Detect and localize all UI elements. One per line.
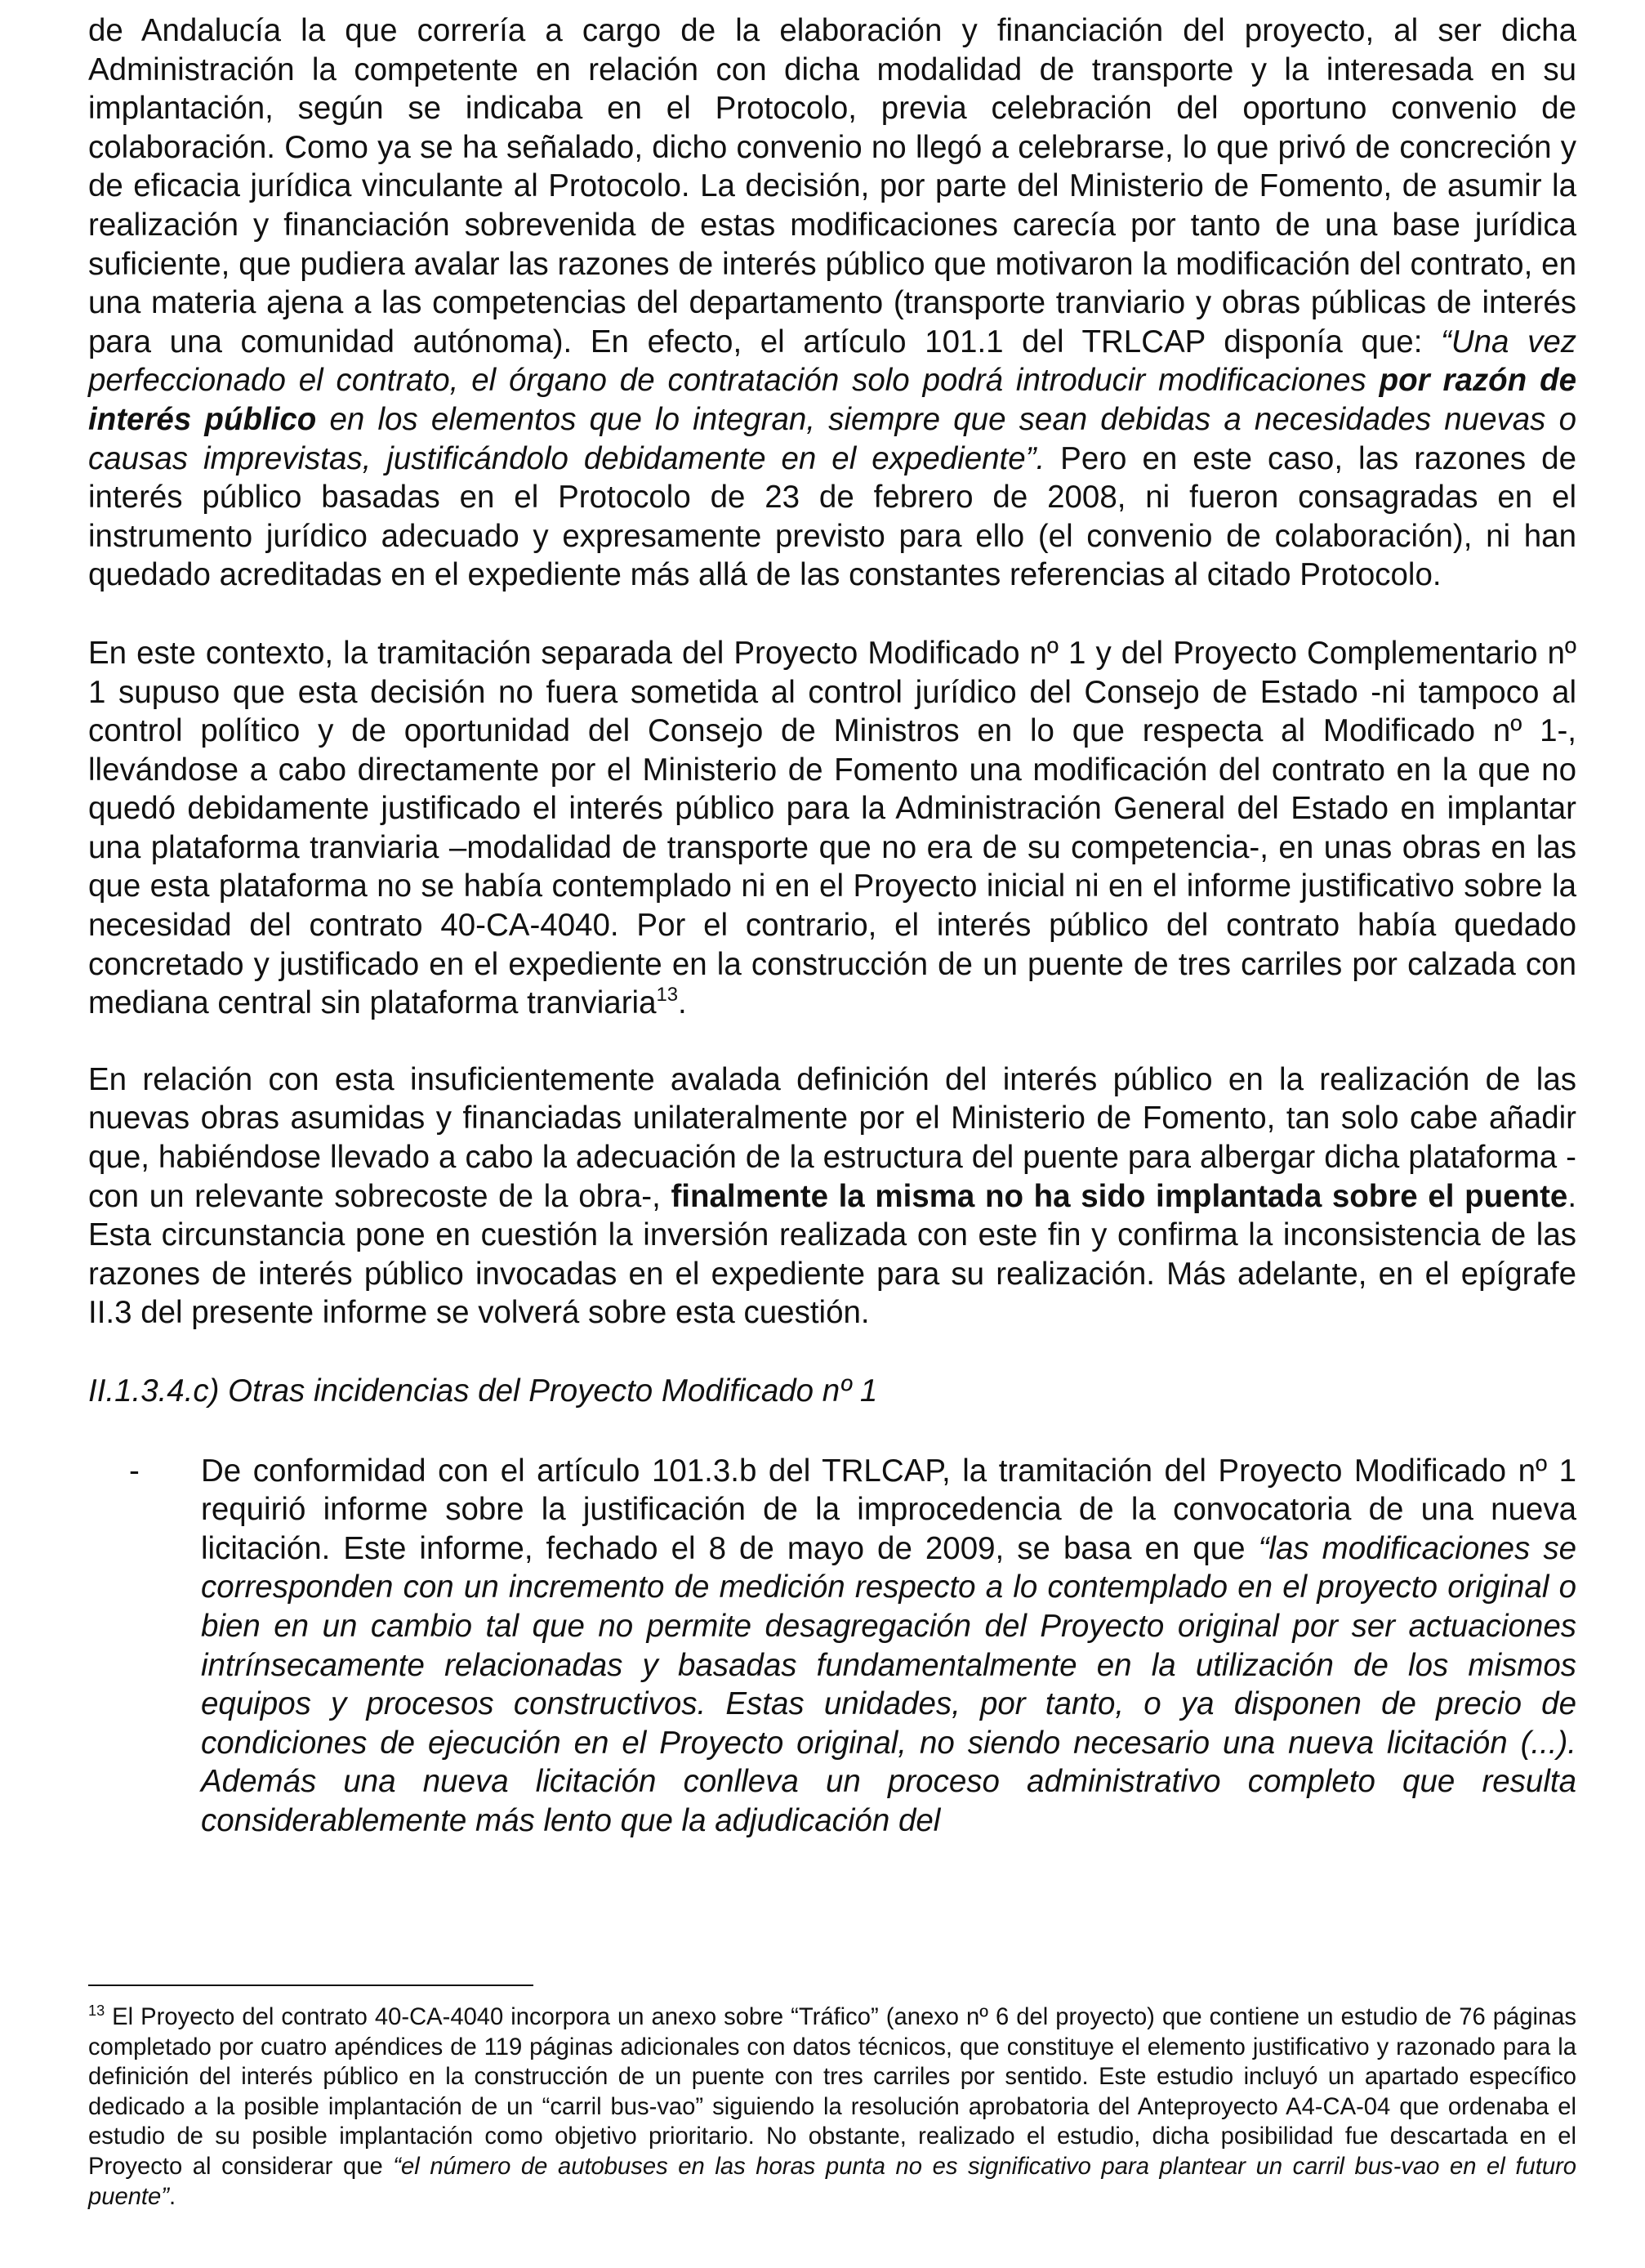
footnote-number: 13: [88, 2002, 105, 2019]
bullet-dash: -: [129, 1453, 140, 1489]
paragraph-protocol: [88, 11, 1576, 595]
paragraph-text: En este contexto, la tramitación separada del Proyecto Modificado nº 1 y del Proyecto Complementario nº 1 supuso que esta decisión no fuera sometida al control jurídico del Consejo de Estado -ni tampoco al control político y de oportunidad del Consejo de Ministros en lo que respecta al Modificado nº 1-, llevándose a cabo directamente por el Ministerio de Fomento una modificación del contrato en la que no quedó debidamente justificado el interés público para la Administración General del Estado en implantar una plataforma tranviaria –modalidad de transporte que no era de su competencia-, en unas obras en las que esta plataforma no se había contemplado ni en el Proyecto inicial ni en el informe justificativo sobre la necesidad del contrato 40-CA-4040. Por el contrario, el interés público del contrato había quedado concretado y justificado en el expediente en la construcción de un puente de tres carriles por calzada con mediana central sin plataforma tranviaria: [88, 635, 1576, 1021]
bold-statement: finalmente la misma no ha sido implantada sobre el puente: [671, 1178, 1568, 1214]
legal-quote-emphasis: por razón de interés público: [88, 363, 1576, 437]
report-quote: “las modificaciones se corresponden con un incremento de medición respecto a lo contemplado en el proyecto original o bien en un cambio tal que no permite desagregación del Proyecto original por ser actuaciones intrínsecamente relacionadas y basadas fundamentalmente en la utilización de los mismos equipos y procesos constructivos. Estas unidades, por tanto, o ya disponen de precio de condiciones de ejecución en el Proyecto original, no siendo necesario una nueva licitación (...). Además una nueva licitación conlleva un proceso administrativo completo que resulta considerablemente más lento que la adjudicación del: [201, 1530, 1576, 1838]
legal-quote-start: “Una vez perfeccionado el contrato, el órgano de contratación solo podrá introducir modificaciones: [88, 324, 1576, 399]
list-item-text: [201, 1452, 1576, 1841]
paragraph-text: De conformidad con el artículo 101.3.b del TRLCAP, la tramitación del Proyecto Modificado nº 1 requirió informe sobre la justificación de la improcedencia de la convocatoria de una nueva licitación. Este informe, fechado el 8 de mayo de 2009, se basa en que: [201, 1453, 1576, 1566]
paragraph-public-interest: [88, 1060, 1576, 1333]
footnote-text: .: [169, 2183, 176, 2210]
footnote-quote: “el número de autobuses en las horas punta no es significativo para plantear un carril bus-vao en el futuro puente”: [88, 2153, 1576, 2210]
footnote-reference[interactable]: 13: [656, 984, 679, 1007]
footnote-text: El Proyecto del contrato 40-CA-4040 incorpora un anexo sobre “Tráfico” (anexo nº 6 del proyecto) que contiene un estudio de 76 páginas completado por cuatro apéndices de 119 páginas adicionales con datos técnicos, que constituye el elemento justificativo y razonado para la definición del interés público en la construcción de un puente con tres carriles por sentido. Este estudio incluyó un apartado específico dedicado a la posible implantación de un “carril bus-vao” siguiendo la resolución aprobatoria del Anteproyecto A4-CA-04 que ordenaba el estudio de su posible implantación como objetivo prioritario. No obstante, realizado el estudio, dicha posibilidad fue descartada en el Proyecto al considerar que: [88, 2004, 1576, 2180]
section-heading: II.1.3.4.c) Otras incidencias del Proyecto Modificado nº 1: [88, 1373, 878, 1409]
paragraph-text: .: [678, 985, 687, 1021]
document-body: [88, 11, 1576, 1841]
paragraph-text: . Esta circunstancia pone en cuestión la inversión realizada con este fin y confirma la inconsistencia de las razones de interés público invocadas en el expediente para su realización. Más adelante, en el epígrafe II.3 del presente informe se volverá sobre esta cuestión.: [88, 1178, 1577, 1331]
legal-quote-end: en los elementos que lo integran, siempre que sean debidas a necesidades nuevas o causas imprevistas, justificándolo debidamente en el expediente”.: [88, 401, 1576, 476]
footnote: [88, 2002, 1576, 2212]
paragraph-text: Pero en este caso, las razones de interés público basadas en el Protocolo de 23 de febrero de 2008, ni fueron consagradas en el instrumento jurídico adecuado y expresamente previsto para ello (el convenio de colaboración), ni han quedado acreditadas en el expediente más allá de las constantes referencias al citado Protocolo.: [88, 440, 1576, 593]
paragraph-text: En relación con esta insuficientemente avalada definición del interés público en la realización de las nuevas obras asumidas y financiadas unilateralmente por el Ministerio de Fomento, tan solo cabe añadir que, habiéndose llevado a cabo la adecuación de la estructura del puente para albergar dicha plataforma -con un relevante sobrecoste de la obra-,: [88, 1061, 1576, 1214]
paragraph-context: [88, 634, 1576, 1023]
footnote-separator: [88, 1984, 533, 1986]
paragraph-text: de Andalucía la que correría a cargo de la elaboración y financiación del proyecto, al ser dicha Administración la competente en relación con dicha modalidad de transporte y la interesada en su implantación, según se indicaba en el Protocolo, previa celebración del oportuno convenio de colaboración. Como ya se ha señalado, dicho convenio no llegó a celebrarse, lo que privó de concreción y de eficacia jurídica vinculante al Protocolo. La decisión, por parte del Ministerio de Fomento, de asumir la realización y financiación sobrevenida de estas modificaciones carecía por tanto de una base jurídica suficiente, que pudiera avalar las razones de interés público que motivaron la modificación del contrato, en una materia ajena a las competencias del departamento (transporte tranviario y obras públicas de interés para una comunidad autónoma). En efecto, el artículo 101.1 del TRLCAP disponía que:: [88, 13, 1576, 359]
list-item: [88, 1452, 1576, 1841]
